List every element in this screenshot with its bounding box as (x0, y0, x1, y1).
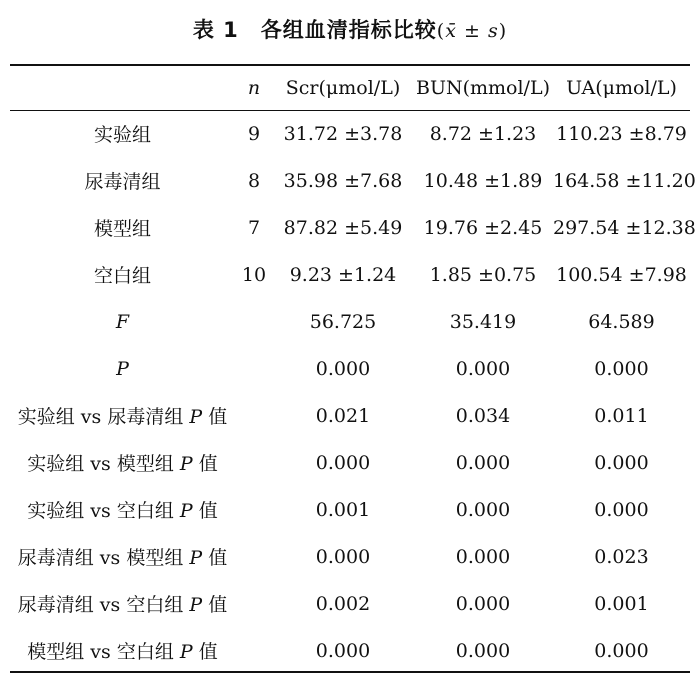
row-label: 尿毒清组 vs 空白组 P 值 (17, 594, 228, 616)
cell-scr: 0.000 (315, 545, 371, 568)
row-label: 实验组 vs 空白组 P 值 (27, 500, 218, 522)
cell-scr: 35.98 ±7.68 (283, 169, 403, 192)
row-label: 尿毒清组 (84, 171, 161, 193)
header-ua: UA(μmol/L) (566, 77, 677, 99)
cell-scr: 0.000 (315, 451, 371, 474)
cell-ua: 110.23 ±8.79 (556, 122, 687, 145)
table-row (10, 204, 690, 251)
cell-ua: 297.54 ±12.38 (553, 216, 696, 239)
cell-scr: 0.021 (315, 404, 371, 427)
cell-bun: 0.000 (455, 357, 511, 380)
row-label: 尿毒清组 vs 模型组 P 值 (17, 547, 228, 569)
row-label-f: F (115, 310, 130, 333)
cell-bun: 0.000 (455, 451, 511, 474)
cell-n-empty (235, 580, 273, 627)
row-label: 实验组 vs 尿毒清组 P 值 (17, 406, 228, 428)
cell-n: 7 (247, 216, 261, 239)
cell-n-empty (235, 298, 273, 345)
row-label: 模型组 (93, 218, 151, 240)
table-row-comparison (10, 392, 690, 439)
cell-ua: 64.589 (588, 310, 655, 333)
cell-ua: 100.54 ±7.98 (556, 263, 687, 286)
cell-scr: 31.72 ±3.78 (283, 122, 403, 145)
cell-ua: 0.001 (594, 592, 649, 615)
cell-bun: 8.72 ±1.23 (429, 122, 537, 145)
cell-scr: 0.000 (315, 639, 371, 662)
table-row-comparison (10, 580, 690, 627)
table-header-row (10, 66, 690, 110)
row-label: 空白组 (93, 265, 151, 287)
cell-ua: 0.011 (594, 404, 649, 427)
cell-ua: 0.000 (594, 498, 649, 521)
table-row-f-statistic (10, 298, 690, 345)
statistic-notation: (x̄ ± s) (436, 20, 508, 42)
table-row-comparison (10, 486, 690, 533)
table-title: 各组血清指标比较 (260, 18, 437, 42)
table-row (10, 157, 690, 204)
header-bun: BUN(mmol/L) (416, 77, 550, 99)
table-row-comparison (10, 533, 690, 580)
cell-bun: 0.000 (455, 498, 511, 521)
serum-index-table (10, 66, 696, 674)
cell-n: 9 (247, 122, 261, 145)
cell-scr: 87.82 ±5.49 (283, 216, 403, 239)
table-row (10, 251, 690, 298)
cell-bun: 0.000 (455, 592, 511, 615)
cell-n: 8 (247, 169, 261, 192)
cell-bun: 1.85 ±0.75 (429, 263, 537, 286)
cell-bun: 0.034 (455, 404, 511, 427)
table-number: 表 1 (192, 18, 239, 42)
table-row-comparison (10, 439, 690, 486)
cell-n-empty (235, 392, 273, 439)
sd-symbol: s (487, 20, 499, 42)
cell-scr: 0.002 (315, 592, 371, 615)
cell-n-empty (235, 533, 273, 580)
cell-ua: 164.58 ±11.20 (553, 169, 696, 192)
header-group (10, 66, 235, 110)
cell-ua: 0.023 (594, 545, 649, 568)
cell-n-empty (235, 627, 273, 674)
row-label: 模型组 vs 空白组 P 值 (27, 641, 218, 663)
table-row (10, 110, 690, 157)
cell-ua: 0.000 (594, 639, 649, 662)
cell-bun: 10.48 ±1.89 (423, 169, 543, 192)
cell-ua: 0.000 (594, 357, 649, 380)
header-scr: Scr(μmol/L) (285, 77, 401, 99)
cell-scr: 0.001 (315, 498, 371, 521)
cell-ua: 0.000 (594, 451, 649, 474)
cell-n-empty (235, 345, 273, 392)
cell-bun: 0.000 (455, 639, 511, 662)
cell-scr: 9.23 ±1.24 (289, 263, 397, 286)
row-label-p: P (116, 357, 129, 380)
table-row-p-value (10, 345, 690, 392)
cell-n: 10 (241, 263, 267, 286)
row-label: 实验组 (93, 124, 151, 146)
cell-bun: 35.419 (449, 310, 517, 333)
table-caption (0, 14, 700, 44)
cell-n-empty (235, 439, 273, 486)
cell-bun: 19.76 ±2.45 (423, 216, 543, 239)
row-label: 实验组 vs 模型组 P 值 (27, 453, 218, 475)
cell-n-empty (235, 486, 273, 533)
mean-symbol: x̄ (445, 20, 457, 42)
cell-scr: 0.000 (315, 357, 371, 380)
table-row-comparison (10, 627, 690, 674)
header-n: n (247, 77, 261, 99)
cell-scr: 56.725 (309, 310, 377, 333)
cell-bun: 0.000 (455, 545, 511, 568)
